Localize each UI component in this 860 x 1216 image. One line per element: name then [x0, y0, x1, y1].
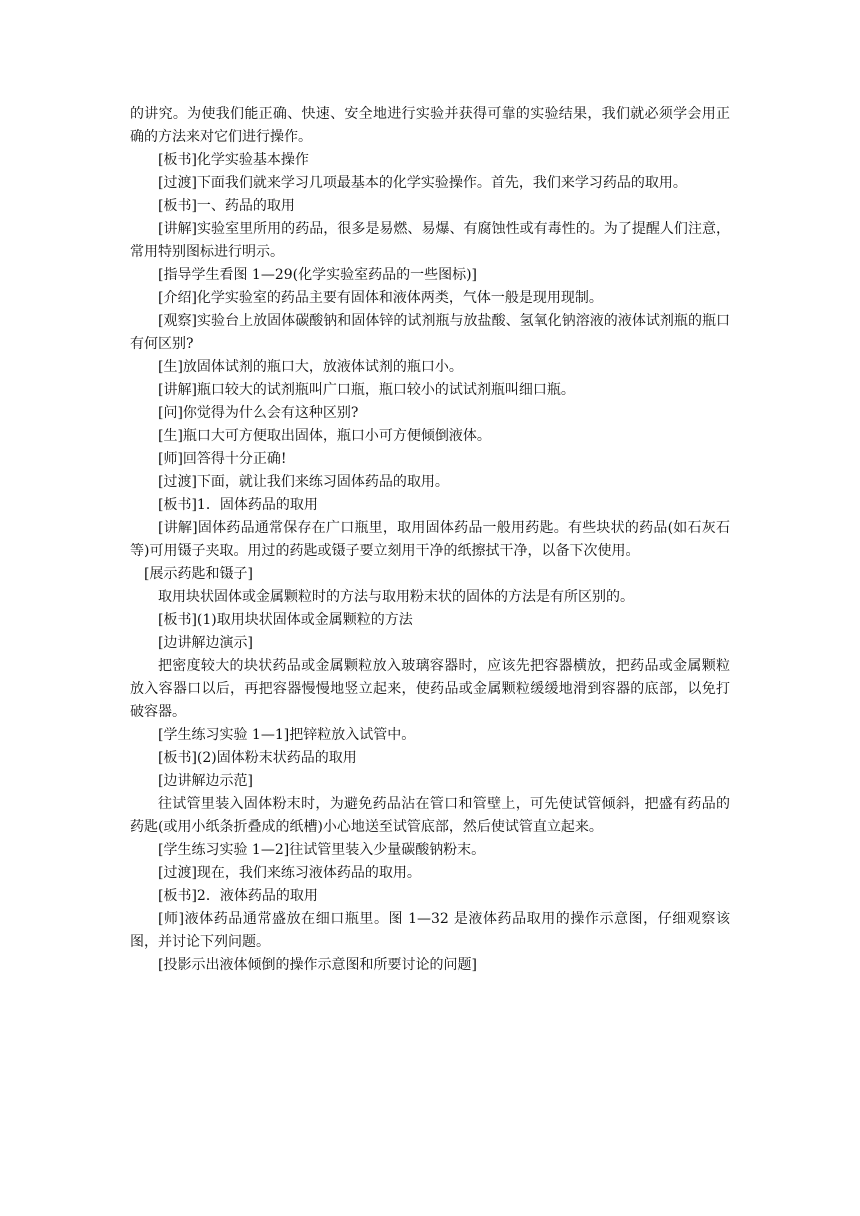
paragraph-transition-solid: [过渡]下面，就让我们来练习固体药品的取用。 [158, 474, 449, 490]
paragraph-board-section-1: [板书]一、药品的取用 [158, 198, 295, 214]
paragraph-teacher-liquid: [师]液体药品通常盛放在细口瓶里。图 1—32 是液体药品取用的操作示意图，仔细观察该图，并讨论下列问题。 [130, 911, 730, 950]
paragraph-exercise-1: [学生练习实验 1—1]把锌粒放入试管中。 [158, 727, 416, 743]
paragraph-block-method: 把密度较大的块状药品或金属颗粒放入玻璃容器时，应该先把容器横放，把药品或金属颗粒放入容器口以后，再把容器慢慢地竖立起来，使药品或金属颗粒缓缓地滑到容器的底部，以免打破容器。 [130, 658, 730, 720]
paragraph-demo-1: [边讲解边演示] [158, 635, 253, 651]
paragraph-powder-method: 往试管里装入固体粉末时，为避免药品沾在管口和管壁上，可先使试管倾斜，把盛有药品的药匙(或用小纸条折叠成的纸槽)小心地送至试管底部，然后使试管直立起来。 [130, 796, 730, 835]
paragraph-student-answer-2: [生]瓶口大可方便取出固体，瓶口小可方便倾倒液体。 [158, 428, 491, 444]
paragraph-explain-hazards: [讲解]实验室里所用的药品，很多是易燃、易爆、有腐蚀性或有毒性的。为了提醒人们注意，常用特别图标进行明示。 [130, 221, 730, 260]
paragraph-intro: 的讲究。为使我们能正确、快速、安全地进行实验并获得可靠的实验结果，我们就必须学会用正确的方法来对它们进行操作。 [130, 106, 730, 145]
paragraph-explain-solid: [讲解]固体药品通常保存在广口瓶里，取用固体药品一般用药匙。有些块状的药品(如石灰石等)可用镊子夹取。用过的药匙或镊子要立刻用干净的纸擦拭干净，以备下次使用。 [130, 520, 730, 559]
paragraph-board-powder: [板书](2)固体粉末状药品的取用 [158, 750, 357, 766]
paragraph-explain-bottles: [讲解]瓶口较大的试剂瓶叫广口瓶，瓶口较小的试试剂瓶叫细口瓶。 [158, 382, 575, 398]
paragraph-student-answer-1: [生]放固体试剂的瓶口大，放液体试剂的瓶口小。 [158, 359, 463, 375]
paragraph-transition: [过渡]下面我们就来学习几项最基本的化学实验操作。首先，我们来学习药品的取用。 [158, 175, 687, 191]
paragraph-board-block: [板书](1)取用块状固体或金属颗粒的方法 [158, 612, 413, 628]
paragraph-show-tools: [展示药匙和镊子] [144, 566, 253, 582]
paragraph-introduce: [介绍]化学实验室的药品主要有固体和液体两类，气体一般是现用现制。 [158, 290, 603, 306]
paragraph-observe: [观察]实验台上放固体碳酸钠和固体锌的试剂瓶与放盐酸、氢氧化钠溶液的液体试剂瓶的瓶口有何区别? [130, 313, 730, 352]
paragraph-guide-figure: [指导学生看图 1—29(化学实验室药品的一些图标)] [158, 267, 478, 283]
paragraph-projection: [投影示出液体倾倒的操作示意图和所要讨论的问题] [158, 957, 477, 973]
document-body [130, 103, 730, 977]
paragraph-teacher-praise: [师]回答得十分正确! [158, 451, 287, 467]
paragraph-board-title: [板书]化学实验基本操作 [158, 152, 309, 168]
paragraph-transition-liquid: [过渡]现在，我们来练习液体药品的取用。 [158, 865, 421, 881]
paragraph-difference: 取用块状固体或金属颗粒时的方法与取用粉末状的固体的方法是有所区别的。 [158, 589, 634, 605]
paragraph-question: [问]你觉得为什么会有这种区别? [158, 405, 359, 421]
paragraph-board-solid: [板书]1．固体药品的取用 [158, 497, 318, 513]
paragraph-exercise-2: [学生练习实验 1—2]往试管里装入少量碳酸钠粉末。 [158, 842, 486, 858]
paragraph-demo-2: [边讲解边示范] [158, 773, 253, 789]
paragraph-board-liquid: [板书]2．液体药品的取用 [158, 888, 318, 904]
